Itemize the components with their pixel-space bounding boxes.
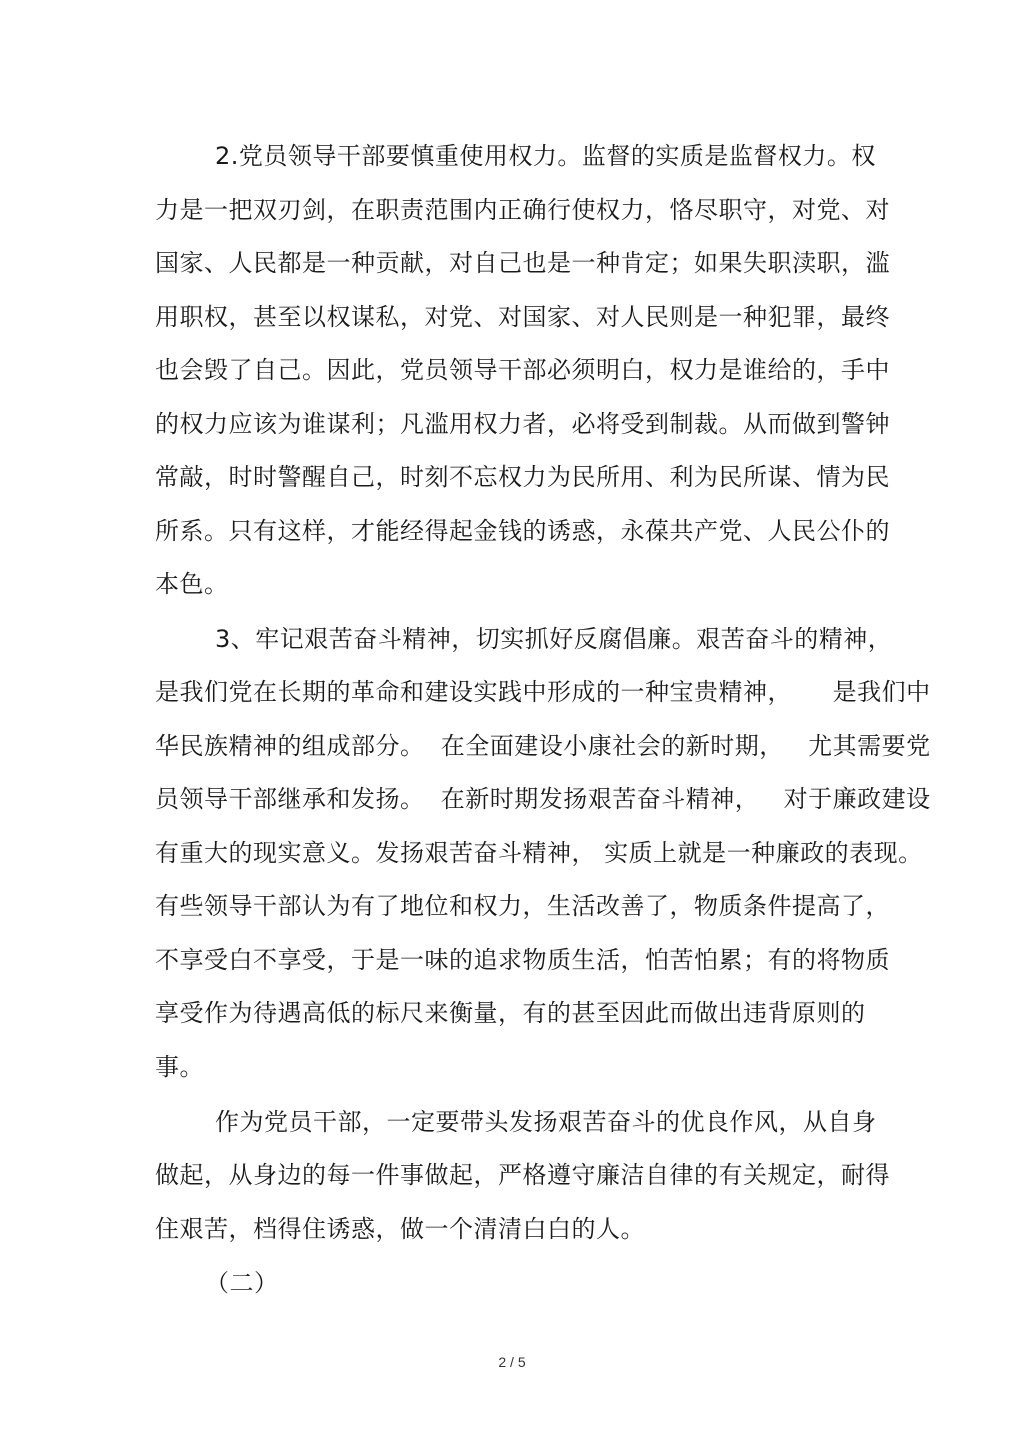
section-heading: （二） [205,1269,279,1297]
paragraph-3-line-1: 作为党员干部，一定要带头发扬艰苦奋斗的优良作风，从自身 [215,1108,877,1136]
paragraph-2-line-9: 事。 [155,1053,204,1081]
paragraph-1-line-2: 力是一把双刃剑，在职责范围内正确行使权力，恪尽职守，对党、对 [155,196,890,224]
page-number: 2 / 5 [498,1354,526,1370]
paragraph-2-line-2: 是我们党在长期的革命和建设实践中形成的一种宝贵精神， 是我们中 [155,678,931,706]
paragraph-3-line-3: 住艰苦，档得住诱惑，做一个清清白白的人。 [155,1215,645,1243]
paragraph-1-line-4: 用职权，甚至以权谋私，对党、对国家、对人民则是一种犯罪，最终 [155,303,890,331]
paragraph-1-line-6: 的权力应该为谁谋利；凡滥用权力者，必将受到制裁。从而做到警钟 [155,410,890,438]
paragraph-1-line-5: 也会毁了自己。因此，党员领导干部必须明白，权力是谁给的，手中 [155,356,890,384]
paragraph-2-line-7: 不享受白不享受，于是一味的追求物质生活，怕苦怕累；有的将物质 [155,946,890,974]
paragraph-1-line-3: 国家、人民都是一种贡献，对自己也是一种肯定；如果失职渎职，滥 [155,249,890,277]
paragraph-2-line-4: 员领导干部继承和发扬。 在新时期发扬艰苦奋斗精神， 对于廉政建设 [155,785,931,813]
paragraph-2-line-6: 有些领导干部认为有了地位和权力，生活改善了，物质条件提高了， [155,892,890,920]
paragraph-1-line-8: 所系。只有这样，才能经得起金钱的诱惑，永葆共产党、人民公仆的 [155,517,890,545]
paragraph-1-line-1: 2.党员领导干部要慎重使用权力。监督的实质是监督权力。权 [215,142,876,170]
paragraph-1-line-7: 常敲，时时警醒自己，时刻不忘权力为民所用、利为民所谋、情为民 [155,463,890,491]
paragraph-3-line-2: 做起，从身边的每一件事做起，严格遵守廉洁自律的有关规定，耐得 [155,1161,890,1189]
paragraph-1-line-9: 本色。 [155,570,229,598]
paragraph-2-line-1: 3、牢记艰苦奋斗精神，切实抓好反腐倡廉。艰苦奋斗的精神， [215,625,893,653]
paragraph-2-line-5: 有重大的现实意义。发扬艰苦奋斗精神， 实质上就是一种廉政的表现。 [155,839,923,867]
paragraph-2-line-3: 华民族精神的组成部分。 在全面建设小康社会的新时期， 尤其需要党 [155,732,931,760]
paragraph-2-line-8: 享受作为待遇高低的标尺来衡量，有的甚至因此而做出违背原则的 [155,999,866,1027]
